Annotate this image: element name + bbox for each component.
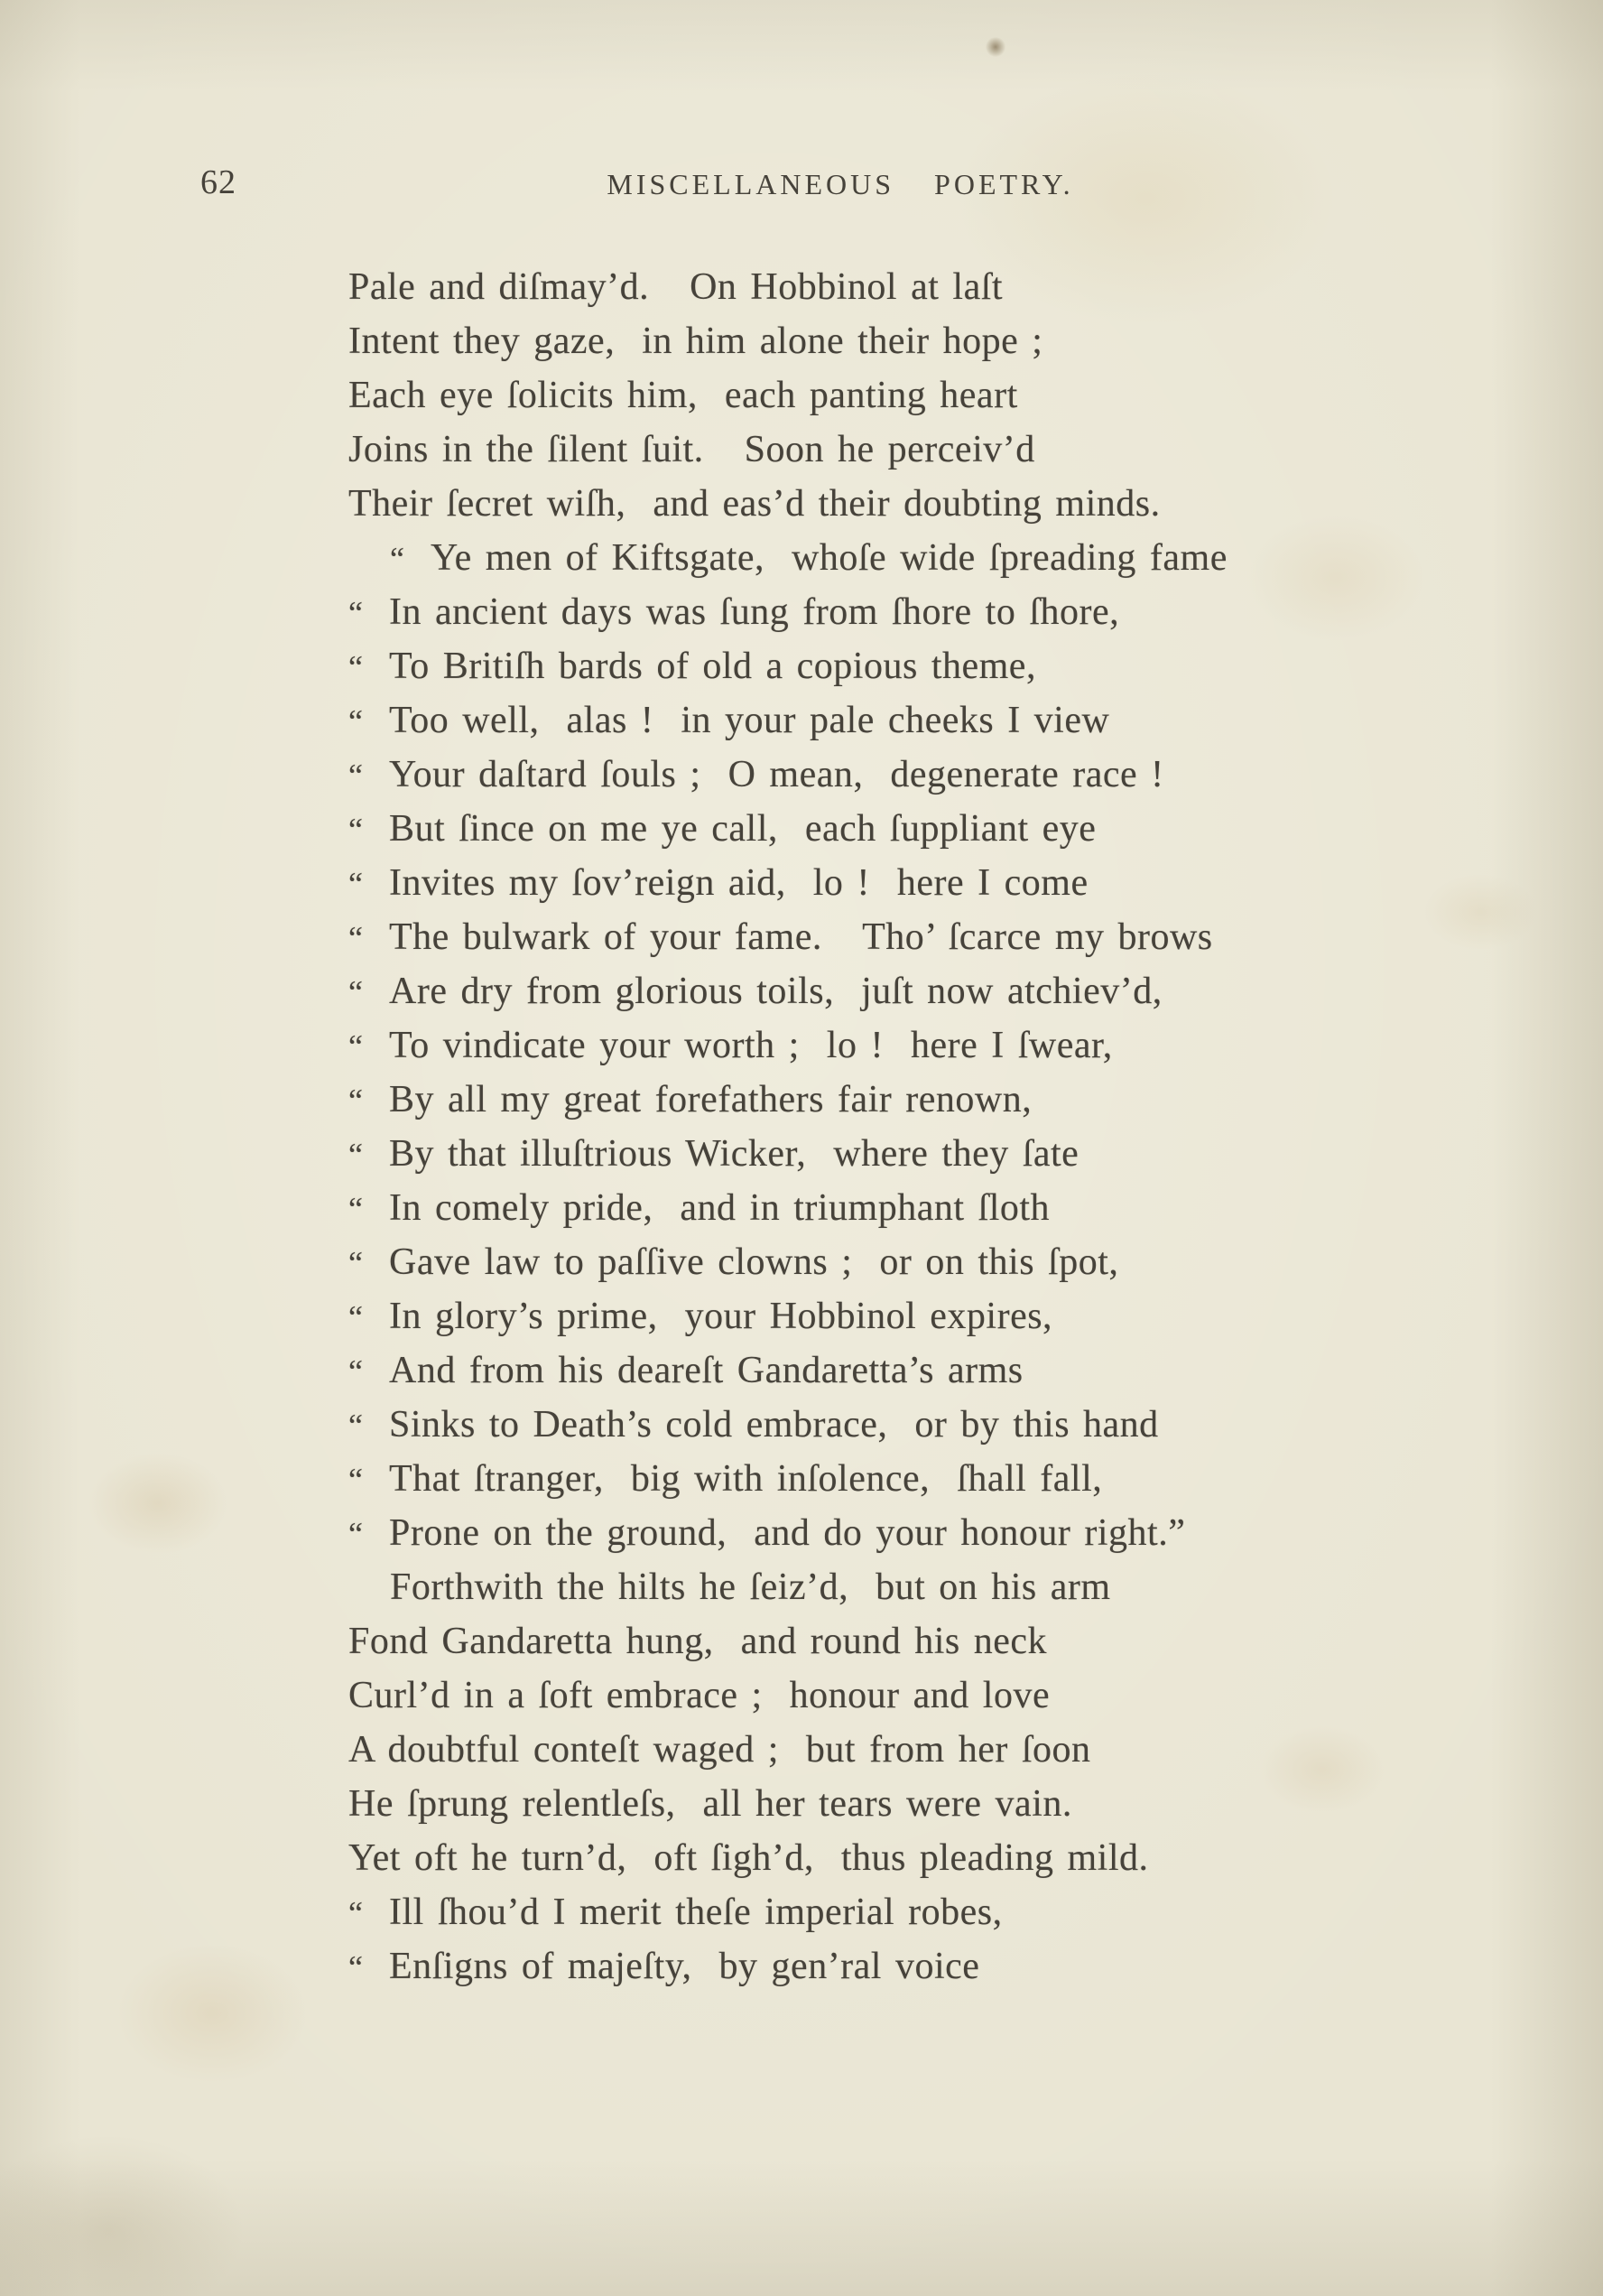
poem-line	[348, 1127, 1486, 1181]
quote-mark: “	[348, 920, 364, 956]
poem-line	[348, 1452, 1486, 1506]
quote-mark: “	[348, 758, 364, 794]
poem-line-text: Forthwith the hilts he ſeiz’d, but on his arm	[390, 1566, 1111, 1608]
quote-mark: “	[348, 1462, 364, 1498]
quote-mark: “	[390, 541, 405, 577]
poem-line	[348, 1939, 1486, 1994]
poem-line-text: Gave law to paſſive clowns ; or on this ſpot,	[389, 1241, 1119, 1283]
poem-line-text: Each eye ſolicits him, each panting heart	[348, 375, 1018, 416]
poem-line	[348, 1073, 1486, 1127]
quote-mark: “	[348, 1353, 364, 1390]
poem-line-text: The bulwark of your fame. Tho’ ſcarce my brows	[389, 916, 1213, 958]
poem-line-text: That ſtranger, big with inſolence, ſhall fall,	[389, 1458, 1103, 1500]
quote-mark: “	[348, 1408, 364, 1444]
poem-line	[348, 639, 1486, 693]
quote-mark: “	[348, 595, 364, 631]
quote-mark: “	[348, 974, 364, 1010]
poem-body	[348, 260, 1486, 1994]
poem-line-text: In ancient days was ſung from ſhore to ſhore,	[389, 591, 1120, 633]
poem-line-text: Ill ſhou’d I merit theſe imperial robes,	[389, 1892, 1003, 1933]
quote-mark: “	[348, 1245, 364, 1281]
quote-mark: “	[348, 1516, 364, 1552]
running-head-title: MISCELLANEOUS POETRY.	[607, 168, 1074, 200]
poem-line	[348, 1831, 1486, 1885]
poem-line	[348, 585, 1486, 639]
poem-line	[348, 802, 1486, 856]
quote-mark: “	[348, 1191, 364, 1227]
poem-line-text: To vindicate your worth ; lo ! here I ſwear,	[389, 1025, 1113, 1066]
poem-line	[348, 1723, 1486, 1777]
poem-line-text: A doubtful conteſt waged ; but from her ſoon	[348, 1729, 1091, 1771]
poem-line	[348, 910, 1486, 964]
poem-line-text: And from his deareſt Gandaretta’s arms	[389, 1350, 1024, 1391]
poem-line	[348, 423, 1486, 477]
poem-line-text: Your daſtard ſouls ; O mean, degenerate race !	[389, 754, 1164, 795]
poem-line-text: By that illuſtrious Wicker, where they ſate	[389, 1133, 1079, 1175]
poem-line	[348, 368, 1486, 423]
poem-line	[348, 1018, 1486, 1073]
poem-line	[348, 693, 1486, 748]
poem-line-text: Curl’d in a ſoft embrace ; honour and love	[348, 1675, 1051, 1716]
quote-mark: “	[348, 812, 364, 848]
poem-line	[348, 748, 1486, 802]
poem-line	[348, 260, 1486, 314]
poem-line-text: By all my great forefathers fair renown,	[389, 1079, 1033, 1120]
poem-line-text: Are dry from glorious toils, juſt now atchiev’d,	[389, 971, 1163, 1012]
quote-mark: “	[348, 1299, 364, 1335]
quote-mark: “	[348, 649, 364, 685]
poem-line-text: Enſigns of majeſty, by gen’ral voice	[389, 1946, 980, 1987]
quote-mark: “	[348, 1028, 364, 1064]
poem-line	[348, 1669, 1486, 1723]
poem-line-text: In comely pride, and in triumphant ſloth	[389, 1187, 1051, 1229]
quote-mark: “	[348, 1137, 364, 1173]
poem-line-text: Their ſecret wiſh, and eas’d their doubting minds.	[348, 483, 1161, 525]
poem-line-text: But ſince on me ye call, each ſuppliant eye	[389, 808, 1097, 850]
quote-mark: “	[348, 1895, 364, 1931]
poem-line-text: In glory’s prime, your Hobbinol expires,	[389, 1296, 1053, 1337]
poem-line	[348, 477, 1486, 531]
poem-line	[348, 1181, 1486, 1235]
poem-line-text: Prone on the ground, and do your honour right.”	[389, 1512, 1186, 1554]
poem-line	[390, 531, 1486, 585]
poem-line	[348, 1343, 1486, 1398]
poem-line-text: Ye men of Kiftsgate, whoſe wide ſpreading fame	[431, 537, 1228, 579]
poem-line-text: Too well, alas ! in your pale cheeks I view	[389, 700, 1110, 741]
poem-line	[348, 1614, 1486, 1669]
quote-mark: “	[348, 866, 364, 902]
poem-line	[348, 1289, 1486, 1343]
poem-line	[348, 314, 1486, 368]
poem-line-text: To Britiſh bards of old a copious theme,	[389, 646, 1036, 687]
poem-line-text: Intent they gaze, in him alone their hope ;	[348, 321, 1043, 362]
poem-line-text: Fond Gandaretta hung, and round his neck	[348, 1621, 1048, 1662]
poem-line	[348, 964, 1486, 1018]
poem-line	[348, 1398, 1486, 1452]
quote-mark: “	[348, 1083, 364, 1119]
poem-line-text: Invites my ſov’reign aid, lo ! here I come	[389, 862, 1089, 904]
page-number: 62	[200, 163, 236, 201]
poem-line	[348, 856, 1486, 910]
poem-line-text: Joins in the ſilent ſuit. Soon he perceiv’d	[348, 429, 1035, 470]
poem-line-text: He ſprung relentleſs, all her tears were vain.	[348, 1783, 1072, 1825]
quote-mark: “	[348, 703, 364, 739]
poem-line	[390, 1560, 1486, 1614]
quote-mark: “	[348, 1949, 364, 1985]
poem-line	[348, 1235, 1486, 1289]
poem-line-text: Pale and diſmay’d. On Hobbinol at laſt	[348, 266, 1004, 308]
poem-line-text: Yet oft he turn’d, oft ſigh’d, thus pleading mild.	[348, 1837, 1149, 1879]
poem-line	[348, 1885, 1486, 1939]
poem-line	[348, 1506, 1486, 1560]
poem-line-text: Sinks to Death’s cold embrace, or by this hand	[389, 1404, 1159, 1445]
poem-line	[348, 1777, 1486, 1831]
